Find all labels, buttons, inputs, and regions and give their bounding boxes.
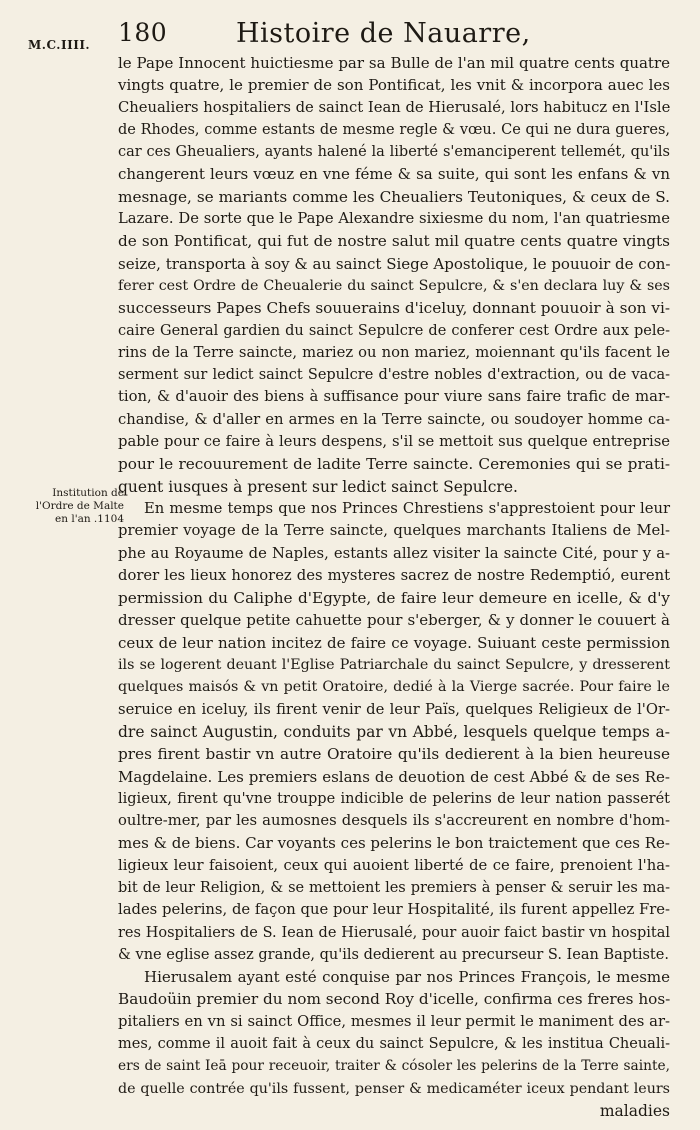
text-line: car ces Gheualiers, ayants halené la liberté s'emanciperent tellemét, qu'ils [118, 144, 670, 161]
text-line: permission du Caliphe d'Egypte, de faire leur demeure en icelle, & d'y [118, 589, 670, 608]
margin-note-line: Institution de [52, 487, 124, 499]
text-line: phe au Royaume de Naples, estants allez visiter la saincte Cité, pour y a- [118, 544, 670, 562]
text-line: bit de leur Religion, & se mettoient les premiers à penser & seruir les ma- [118, 879, 670, 896]
text-line: Hierusalem ayant esté conquise par nos Princes François, le mesme [144, 968, 670, 987]
text-line: Lazare. De sorte que le Pape Alexandre sixiesme du nom, l'an quatriesme [118, 210, 670, 228]
margin-note-line: l'Ordre de Malte [35, 500, 124, 512]
margin-note-line: en l'an .1104 [55, 513, 124, 525]
text-line: mesnage, se mariants comme les Cheualiers Teutoniques, & ceux de S. [118, 187, 670, 206]
text-line: ils se logerent deuant l'Eglise Patriarchale du sainct Sepulcre, y dresserent [118, 657, 670, 674]
text-line: le Pape Innocent huictiesme par sa Bulle de l'an mil quatre cents quatre [118, 54, 670, 72]
page-header [118, 18, 678, 48]
page-number: 180 [118, 18, 168, 47]
text-line: serment sur ledict sainct Sepulcre d'estre nobles d'extraction, ou de vaca- [118, 367, 670, 384]
text-line: dresser quelque petite cahuette pour s'eberger, & y donner le couuert à [118, 611, 670, 630]
text-line: dorer les lieux honorez des mysteres sacrez de nostre Redemptió, eurent [118, 566, 670, 584]
text-line: & vne eglise assez grande, qu'ils dedierent au precurseur S. Iean Baptiste. [118, 946, 669, 963]
text-line: lades pelerins, de façon que pour leur Hospitalité, ils furent appellez Fre- [118, 901, 670, 919]
body-text [118, 52, 670, 1122]
text-line: changerent leurs vœuz en vne féme & sa suite, qui sont les enfans & vn [118, 165, 670, 184]
text-line: de Rhodes, comme estants de mesme regle & vœu. Ce qui ne dura gueres, [118, 121, 670, 138]
text-line: En mesme temps que nos Princes Chrestiens s'apprestoient pour leur [144, 499, 670, 517]
text-line: vingts quatre, le premier de son Pontificat, les vnit & incorpora auec les [118, 76, 670, 95]
text-line: premier voyage de la Terre saincte, quelques marchants Italiens de Mel- [118, 522, 670, 540]
text-line: ferer cest Ordre de Cheualerie du sainct Sepulcre, & s'en declara luy & ses [118, 277, 670, 294]
text-line: seruice en iceluy, ils firent venir de leur Païs, quelques Religieux de l'Or- [118, 700, 670, 718]
text-line: quelques maisós & vn petit Oratoire, dedié à la Vierge sacrée. Pour faire le [118, 679, 670, 696]
text-line: mes, comme il auoit fait à ceux du sainct Sepulcre, & les institua Cheuali- [118, 1036, 670, 1053]
text-line: seize, transporta à soy & au sainct Siege Apostolique, le pouuoir de con- [118, 254, 671, 273]
text-line: res Hospitaliers de S. Iean de Hierusalé, pour auoir faict bastir vn hospital [118, 924, 670, 941]
text-line: caire General gardien du sainct Sepulcre de conferer cest Ordre aux pele- [118, 322, 670, 339]
text-line: oultre-mer, par les aumosnes desquels ils s'accreurent en nombre d'hom- [118, 812, 670, 830]
text-line: pres firent bastir vn autre Oratoire qu'ils dedierent à la bien heureuse [118, 745, 670, 764]
text-line: pitaliers en vn si sainct Office, mesmes il leur permit le maniment des ar- [118, 1012, 670, 1030]
text-line: de quelle contrée qu'ils fussent, penser & medicaméter iceux pendant leurs [118, 1080, 670, 1097]
margin-year: M.C.IIII. [28, 38, 91, 52]
text-line: maladies [599, 1101, 670, 1120]
text-line: mes & de biens. Car voyants ces pelerins le bon traictement que ces Re- [118, 834, 670, 853]
text-line: chandise, & d'aller en armes en la Terre saincte, ou soudoyer homme ca- [118, 410, 670, 428]
text-line: ceux de leur nation incitez de faire ce voyage. Suiuant ceste permission [118, 633, 670, 652]
text-line: de son Pontificat, qui fut de nostre salut mil quatre cents quatre vingts [118, 232, 670, 251]
text-line: successeurs Papes Chefs souuerains d'iceluy, donnant pouuoir à son vi- [118, 299, 670, 318]
margin-note [28, 487, 124, 526]
text-line: Baudoüin premier du nom second Roy d'icelle, confirma ces freres hos- [118, 990, 671, 1009]
running-title: Histoire de Nauarre, [236, 18, 531, 49]
text-line: Magdelaine. Les premiers eslans de deuotion de cest Abbé & de ses Re- [118, 767, 670, 786]
text-line: ligieux, firent qu'vne trouppe indicible de pelerins de leur nation passerét [118, 790, 670, 807]
text-line: tion, & d'auoir des biens à suffisance pour viure sans faire trafic de mar- [118, 388, 670, 406]
text-line: pour le recouurement de ladite Terre saincte. Ceremonies qui se prati- [118, 455, 670, 474]
text-line: quent iusques à present sur ledict sainct Sepulcre. [118, 477, 518, 496]
text-line: pable pour ce faire à leurs despens, s'il se mettoit sus quelque entreprise [118, 433, 670, 451]
text-line: rins de la Terre saincte, mariez ou non mariez, moiennant qu'ils facent le [118, 343, 670, 361]
text-line: Cheualiers hospitaliers de sainct Iean de Hierusalé, lors habitucz en l'Isle [118, 98, 671, 116]
text-line: ers de saint Ieā pour receuoir, traiter & cósoler les pelerins de la Terre sainte, [118, 1058, 670, 1075]
text-line: ligieux leur faisoient, ceux qui auoient liberté de ce faire, prenoient l'ha- [118, 856, 670, 874]
text-line: dre sainct Augustin, conduits par vn Abbé, lesquels quelque temps a- [118, 722, 670, 741]
